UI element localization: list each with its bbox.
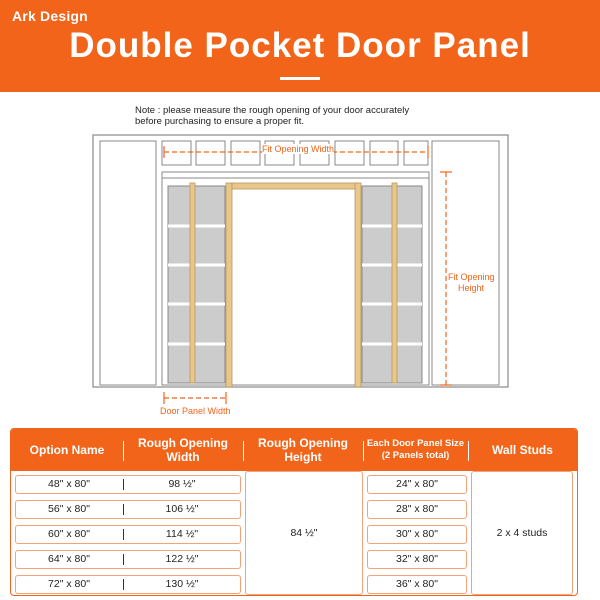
- door-panel-width-label: Door Panel Width: [160, 406, 231, 416]
- width-cell: 106 ½": [165, 503, 199, 515]
- wall-studs-value: 2 x 4 studs: [496, 527, 548, 539]
- option-cell: 64" x 80": [48, 553, 90, 565]
- panel-size-cell: 32" x 80": [396, 553, 438, 565]
- width-cell: 114 ½": [165, 528, 199, 540]
- panel-width-dimension: [164, 392, 226, 404]
- panel-size-cell: 36" x 80": [396, 578, 438, 590]
- note-line-1: Note : please measure the rough opening of your door accurately: [135, 105, 410, 116]
- note-line-2: before purchasing to ensure a proper fit.: [135, 116, 304, 127]
- size-table: [10, 428, 578, 596]
- width-cell: 130 ½": [165, 578, 199, 590]
- option-cell: 48" x 80": [48, 478, 90, 490]
- width-cell: 98 ½": [168, 478, 196, 490]
- panel-size-cell: 24" x 80": [396, 478, 438, 490]
- header-option-name: Option Name: [29, 443, 105, 457]
- brand-logo: Ark Design: [12, 8, 88, 24]
- header-wall-studs: Wall Studs: [492, 443, 553, 457]
- width-cell: 122 ½": [165, 553, 199, 565]
- panel-size-cell: 30" x 80": [396, 528, 438, 540]
- door-track: [162, 172, 429, 178]
- fit-height-label: Fit Opening Height: [448, 272, 495, 293]
- header-rough-height: Rough Opening Height: [258, 436, 348, 464]
- right-side-panel: [432, 141, 499, 385]
- option-cell: 72" x 80": [48, 578, 90, 590]
- left-side-panel: [100, 141, 156, 385]
- fit-width-label: Fit Opening Width: [262, 144, 335, 154]
- rough-height-value: 84 ½": [290, 527, 318, 539]
- left-pocket-panel: [168, 186, 225, 383]
- header-panel-size: Each Door Panel Size (2 Panels total): [366, 438, 465, 461]
- panel-size-cell: 28" x 80": [396, 503, 438, 515]
- header-rough-width: Rough Opening Width: [138, 436, 228, 464]
- option-cell: 60" x 80": [48, 528, 90, 540]
- page-title: Double Pocket Door Panel: [69, 26, 531, 65]
- table-header: [11, 429, 577, 471]
- option-cell: 56" x 80": [48, 503, 90, 515]
